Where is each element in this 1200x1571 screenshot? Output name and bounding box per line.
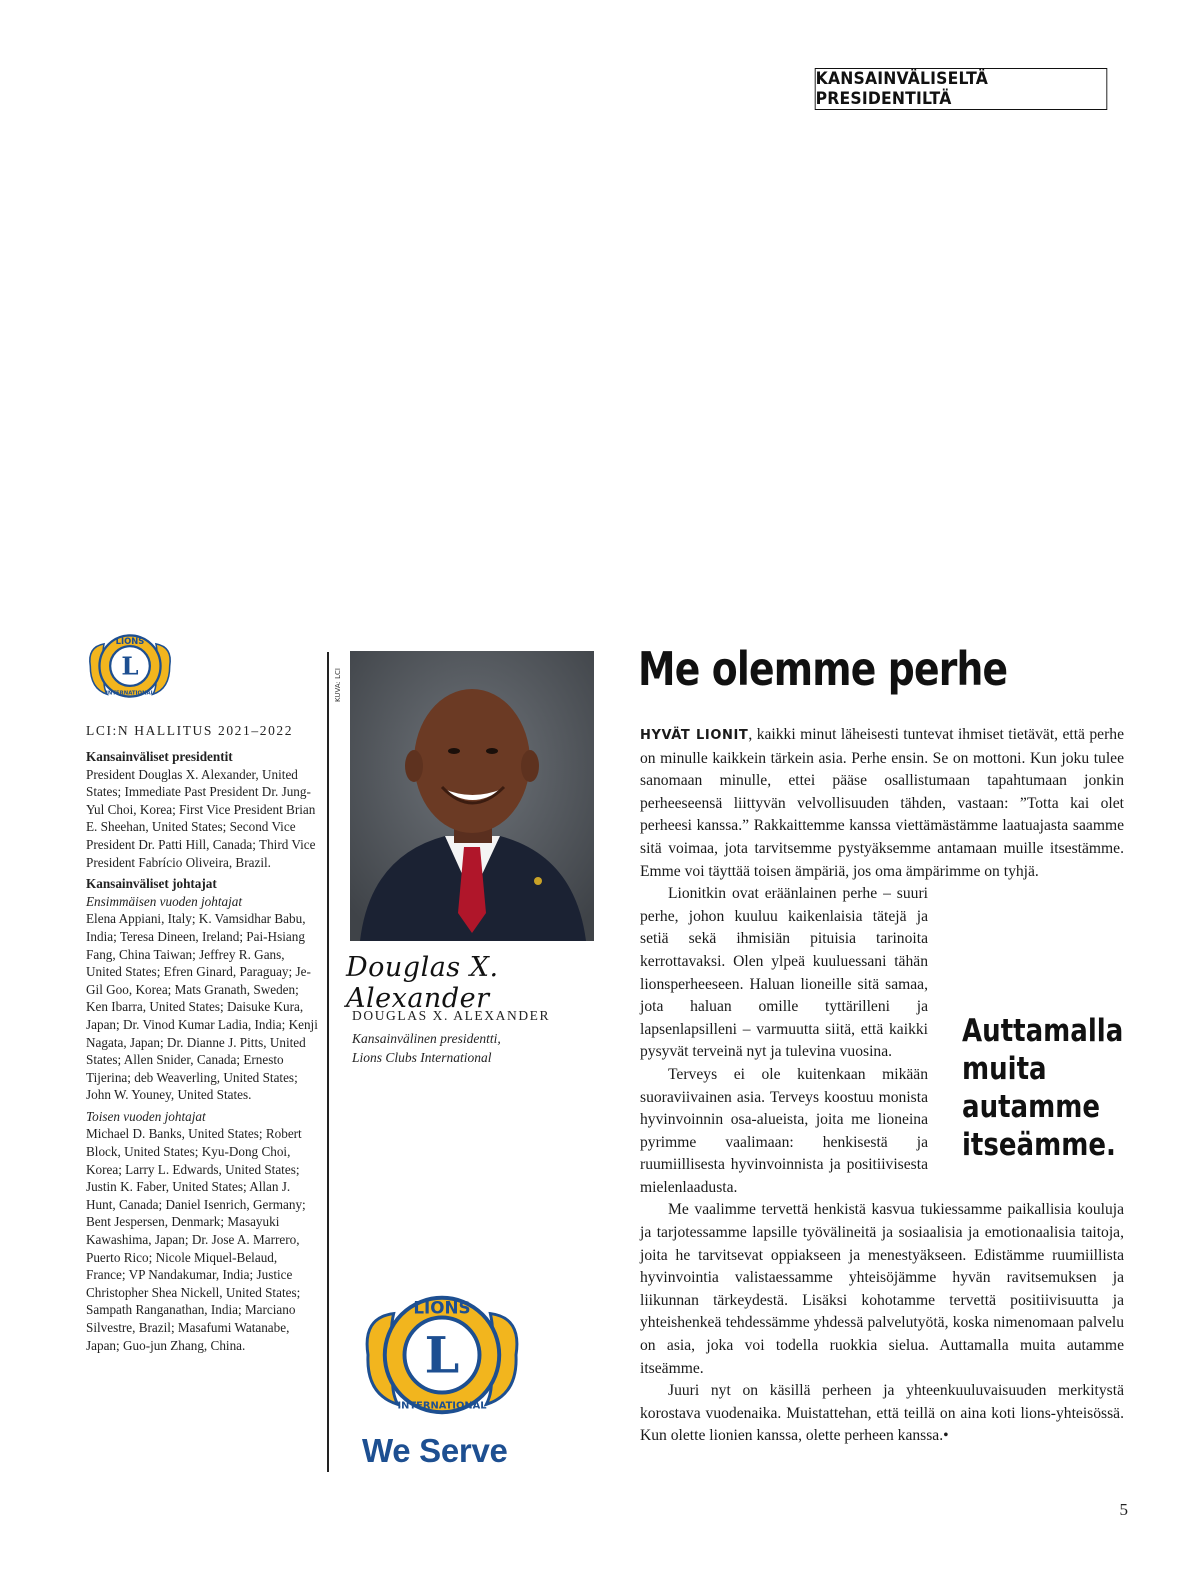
- second-year-text: Michael D. Banks, United States; Robert Block, United States; Kyu-Dong Choi, Korea; Larry L. Edwards, United States; Justin K. Faber, United States; Allan J. Hunt, Canada; Daniel Isenrich, Germany; Bent Jespersen, Denmark; Masayuki Kawashima, Japan; Dr. Jose A. Marrero, Puerto Rico; Nicole Miquel-Belaud, France; VP Nandakumar, India; Justice Christopher Shea Nickell, United States; Sampath Ranganathan, India; Marciano Silvestre, Brazil; Masafumi Watanabe, Japan; Guo-jun Zhang, China.: [86, 1126, 306, 1353]
- second-year-heading: Toisen vuoden johtajat: [86, 1108, 206, 1124]
- logo-top-text: LIONS: [115, 635, 145, 646]
- lions-logo-large: [358, 1282, 526, 1428]
- board-title: LCI:N HALLITUS 2021–2022: [86, 723, 294, 738]
- article-headline: Me olemme perhe: [638, 642, 1008, 696]
- article-paragraph-3: Terveys ei ole kuitenkaan mikään suoraviivainen asia. Terveys koostuu monista hyvinvoinnin osa-alueista, joita me lioneina pyrimme vaalimaan: henkisestä ja ruumiillisesta hyvinvoinnista ja positiivisesta mielenlaadusta.: [640, 1065, 928, 1196]
- motto: We Serve: [362, 1432, 508, 1469]
- president-role: [352, 1029, 592, 1067]
- article-paragraph-5: [640, 1380, 1124, 1448]
- first-year-text: Elena Appiani, Italy; K. Vamsidhar Babu, India; Teresa Dineen, Ireland; Pai-Hsiang Fang, China Taiwan; Jeffrey R. Gans, United States; Efren Ginard, Paraguay; Je-Gil Goo, Korea; Mats Granath, Sweden; Ken Ibarra, United States; Daisuke Kura, Japan; Dr. Vinod Kumar Ladia, India; Kenji Nagata, Japan; Dr. Dianne J. Pitts, United States; Allen Snider, Canada; Ernesto Tijerina; deb Weaverling, United States; John W. Youney, United States.: [86, 911, 318, 1103]
- board-list: [86, 748, 318, 1358]
- president-name: DOUGLAS X. ALEXANDER: [352, 1008, 551, 1023]
- article-paragraph-4: Me vaalimme tervettä henkistä kasvua tukiessamme paikallisia kouluja ja tarjotessamme lapsille työvälineitä ja sosiaalisia ja emotionaalisia taitoja, joita he tarvitsevat oppiakseen ja menestyäkseen. Edistämme ruumiillista hyvinvointia valistaessamme yhteisöjämme hyvän ravitsemuksen ja liikunnan tärkeydestä. Lisäksi kohotamme tervettä positiivisuutta ja yhteishenkeä tehdessämme yhdessä palvelutyötä, koska nimenomaan palvelu on asia, joka voi todella ruokkia sielua. Auttamalla muita autamme itseämme.: [640, 1201, 1124, 1377]
- logo-bottom-text: INTERNATIONAL: [105, 690, 155, 697]
- logo-top-text: LIONS: [413, 1297, 471, 1318]
- section-tag: KANSAINVÄLISELTÄ PRESIDENTILTÄ: [815, 68, 1108, 110]
- photo-credit: KUVA: LCI: [334, 668, 342, 702]
- article-p5-text: Juuri nyt on käsillä perheen ja yhteenkuuluvaisuuden merkitystä korostava vuodenaika. Muistattehan, että teillä on aina koti lions-yhteisössä. Kun olette lionien kanssa, olette perheen kanssa.: [640, 1382, 1124, 1445]
- pull-quote: Auttamalla muita autamme itseämme.: [962, 1013, 1124, 1163]
- article-p1-text: , kaikki minut läheisesti tuntevat ihmiset tietävät, että perhe on minulle kaikkein tärkein asia. Perhe ensin. Se on mottoni. Kun joku tulee sanomaan minulle, ettei pääse osallistumaan tapahtumaan jonkin perheeseensä liittyvän velvollisuuden tähden, vastaan: ”Totta kai olet perheesi kanssa.” Rakkaittemme kanssa viettämästämme laatuajasta saamme sitä voimaa, jota tarvitsemme pystyäksemme antamaan muille itsestämme. Emme voi täyttää toisen ämpäriä, jos oma ämpärimme on tyhjä.: [640, 726, 1124, 880]
- article-body: [640, 724, 1124, 1448]
- article-paragraph-2: [640, 883, 1124, 1064]
- presidents-heading: Kansainväliset presidentit: [86, 749, 233, 764]
- lions-logo-small: [84, 624, 176, 708]
- president-portrait: [350, 651, 594, 941]
- page-number: 5: [1119, 1500, 1128, 1519]
- article-paragraph-1: [640, 724, 1124, 883]
- logo-letter: L: [424, 1326, 460, 1385]
- logo-bottom-text: INTERNATIONAL: [397, 1400, 487, 1412]
- end-mark: •: [943, 1427, 949, 1445]
- first-year-heading: Ensimmäisen vuoden johtajat: [86, 893, 243, 909]
- president-role-line1: Kansainvälinen presidentti,: [352, 1031, 501, 1046]
- presidents-text: President Douglas X. Alexander, United States; Immediate Past President Dr. Jung-Yul Choi, Korea; First Vice President Brian E. Sheehan, United States; Second Vice President Dr. Patti Hill, Canada; Third Vice President Fabrício Oliveira, Brazil.: [86, 766, 316, 870]
- column-divider: [327, 652, 329, 1472]
- article-p2-text: Lionitkin ovat eräänlainen perhe – suuri perhe, johon kuuluu kaikenlaisia tätejä ja setiä sekä ihmisiän pituisia tarinoita kerrottavaksi. Olen ylpeä kuuluessani tähän lionsperheeseen. Haluan lioneille sitä samaa, jota haluan omille tyttärilleni ja lapsenlapsilleni – varmuutta siitä, että kaikki pysyvät terveinä nyt ja tulevina vuosina.: [640, 885, 928, 1061]
- logo-letter: L: [121, 651, 139, 681]
- president-signature: Douglas X. Alexander: [346, 952, 499, 1014]
- pull-quote-space: [942, 977, 1124, 1157]
- article-lead: HYVÄT LIONIT: [640, 728, 749, 743]
- directors-heading: Kansainväliset johtajat: [86, 876, 217, 892]
- president-role-line2: Lions Clubs International: [352, 1050, 492, 1065]
